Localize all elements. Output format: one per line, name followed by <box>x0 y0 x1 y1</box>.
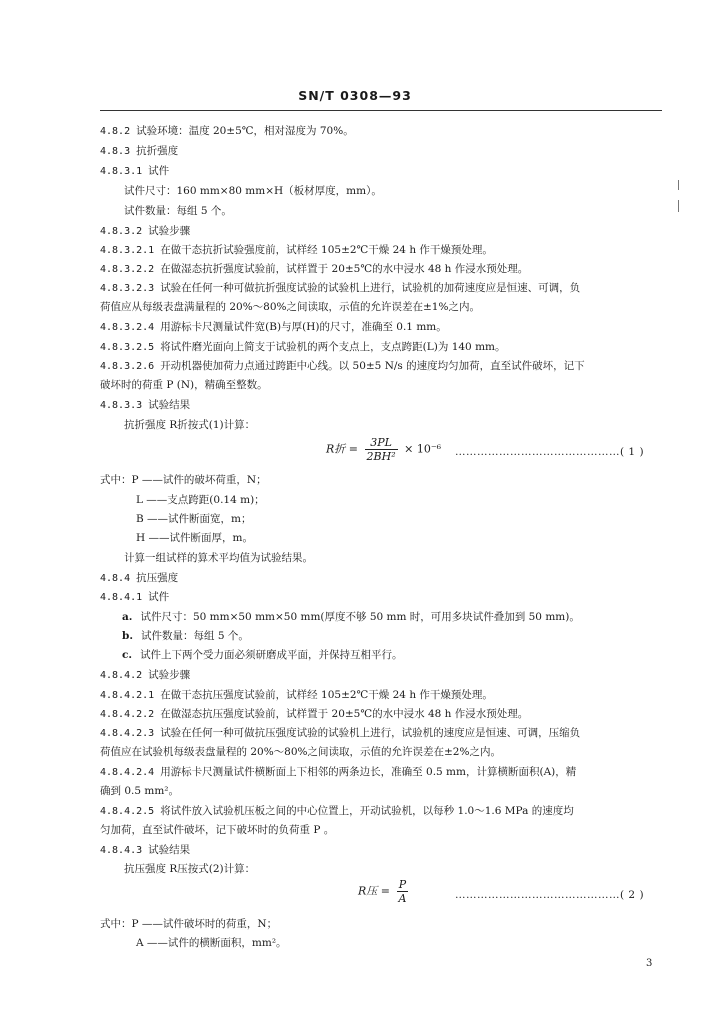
where-clause-b: B ——试件断面宽，m； <box>136 513 252 525</box>
clause-number: 4.8.4.2.1 <box>100 690 155 701</box>
formula-intro-flexural: 抗折强度 R折按式(1)计算： <box>124 419 256 431</box>
clause-4-8-4-2-3 <box>100 726 665 741</box>
clause-text: 在做湿态抗折强度试验前，试样置于 20±5℃的水中浸水 48 h 作浸水预处理。 <box>160 263 529 275</box>
clause-number: 4.8.4 <box>100 573 131 584</box>
leader-dots: ……………………………………… <box>455 889 620 901</box>
header-divider <box>100 110 662 111</box>
clause-number: 4.8.4.2.5 <box>100 806 155 817</box>
scan-artifact <box>678 200 679 212</box>
where-clause-h: H ——试件断面厚，m。 <box>136 532 253 544</box>
list-item-b <box>122 629 687 643</box>
equation-1-leader <box>455 446 644 458</box>
clause-text: 抗压强度 <box>136 572 179 584</box>
clause-4-8-3-2-3 <box>100 281 665 296</box>
fraction-numerator: P <box>397 878 409 892</box>
clause-number: 4.8.4.1 <box>100 592 143 603</box>
clause-number: 4.8.4.2.4 <box>100 767 155 778</box>
clause-continuation: 匀加荷，直至试件破坏，记下破坏时的负荷重 P 。 <box>100 824 335 836</box>
clause-text: 将试件放入试验机压板之间的中心位置上，开动试验机，以每秒 1.0～1.6 MPa 的速度均 <box>160 805 574 817</box>
equation-fraction <box>397 878 409 905</box>
standard-code-header: SN/T 0308—93 <box>298 88 412 103</box>
leader-dots: ……………………………………… <box>455 446 620 458</box>
where-clause-p: 式中：P ——试件破坏时的荷重，N； <box>100 918 278 930</box>
equation-2-leader <box>455 889 644 901</box>
clause-4-8-2 <box>100 124 665 139</box>
clause-continuation: 荷值应从每级表盘满量程的 20%～80%之间读取，示值的允许误差在±1%之内。 <box>100 301 480 313</box>
clause-continuation: 确到 0.5 mm²。 <box>100 785 179 797</box>
clause-number: 4.8.4.2 <box>100 670 143 681</box>
clause-4-8-3-1 <box>100 164 665 179</box>
list-text: 试件上下两个受力面必须研磨成平面，并保持互相平行。 <box>140 649 403 661</box>
clause-text: 试验结果 <box>148 399 191 411</box>
clause-number: 4.8.4.2.3 <box>100 728 155 739</box>
clause-number: 4.8.3 <box>100 146 131 157</box>
equation-number: ( 1 ) <box>620 446 645 458</box>
equals-sign: = <box>380 884 391 898</box>
equation-number: ( 2 ) <box>620 889 645 901</box>
clause-number: 4.8.3.2 <box>100 226 143 237</box>
clause-4-8-4-2-2 <box>100 707 665 722</box>
clause-4-8-3 <box>100 144 665 159</box>
clause-text: 在做干态抗压强度试验前，试样经 105±2℃干燥 24 h 作干燥预处理。 <box>160 689 493 701</box>
clause-4-8-3-2-4 <box>100 320 665 335</box>
clause-text: 用游标卡尺测量试件横断面上下相邻的两条边长，准确至 0.5 mm，计算横断面积(A)，精 <box>160 766 577 778</box>
clause-4-8-4-2-1 <box>100 688 665 703</box>
clause-number: 4.8.3.2.2 <box>100 264 155 275</box>
fraction-numerator: 3PL <box>365 436 398 450</box>
clause-text: 试验结果 <box>148 844 191 856</box>
result-average-note: 计算一组试样的算术平均值为试验结果。 <box>124 552 313 564</box>
clause-number: 4.8.3.2.1 <box>100 245 155 256</box>
clause-number: 4.8.3.2.4 <box>100 322 155 333</box>
equation-lhs: R压 <box>358 884 378 898</box>
clause-text: 试验在任何一种可做抗压强度试验的试验机上进行，试验机的速度应是恒速、可调，压缩负 <box>160 727 581 739</box>
list-text: 试件尺寸：50 mm×50 mm×50 mm(厚度不够 50 mm 时，可用多块试件叠加到 50 mm)。 <box>140 611 580 623</box>
formula-intro-compressive: 抗压强度 R压按式(2)计算： <box>124 863 256 875</box>
clause-4-8-3-2-2 <box>100 262 665 277</box>
list-label: b. <box>122 630 133 642</box>
list-label: c. <box>122 649 133 661</box>
clause-text: 试验环境：温度 20±5℃，相对湿度为 70%。 <box>136 125 354 137</box>
clause-4-8-4 <box>100 571 665 586</box>
clause-text: 试验步骤 <box>148 225 191 237</box>
fraction-denominator: 2BH² <box>366 450 396 463</box>
clause-text: 将试件磨光面向上简支于试验机的两个支点上，支点跨距(L)为 140 mm。 <box>160 341 506 353</box>
list-label: a. <box>122 611 133 623</box>
clause-number: 4.8.3.2.5 <box>100 342 155 353</box>
clause-text: 在做湿态抗压强度试验前，试样置于 20±5℃的水中浸水 48 h 作浸水预处理。 <box>160 708 529 720</box>
clause-4-8-4-1 <box>100 590 665 605</box>
equation-factor: × 10⁻⁶ <box>404 442 442 456</box>
scan-artifact <box>678 180 679 190</box>
equation-1 <box>326 436 441 463</box>
clause-text: 试验在任何一种可做抗折强度试验的试验机上进行，试验机的加荷速度应是恒速、可调，负 <box>160 282 581 294</box>
clause-4-8-3-2 <box>100 224 665 239</box>
list-item-a <box>122 610 687 624</box>
equals-sign: = <box>348 442 359 456</box>
clause-number: 4.8.4.3 <box>100 845 143 856</box>
clause-4-8-4-2-5 <box>100 804 665 819</box>
clause-number: 4.8.4.2.2 <box>100 709 155 720</box>
clause-text: 试验步骤 <box>148 669 191 681</box>
specimen-count-line: 试件数量：每组 5 个。 <box>124 205 232 217</box>
clause-4-8-4-2 <box>100 668 665 683</box>
clause-text: 开动机器使加荷力点通过跨距中心线。以 50±5 N/s 的速度均匀加荷，直至试件破坏，记下 <box>160 360 585 372</box>
where-clause-a: A ——试件的横断面积，mm²。 <box>136 937 287 949</box>
clause-number: 4.8.2 <box>100 126 131 137</box>
clause-continuation: 荷值应在试验机每级表盘量程的 20%～80%之间读取，示值的允许误差在±2%之内。 <box>100 746 501 758</box>
equation-2 <box>358 878 411 905</box>
specimen-size-line: 试件尺寸：160 mm×80 mm×H（板材厚度，mm）。 <box>124 185 382 197</box>
clause-text: 用游标卡尺测量试件宽(B)与厚(H)的尺寸，准确至 0.1 mm。 <box>160 321 447 333</box>
clause-text: 在做干态抗折试验强度前，试样经 105±2℃干燥 24 h 作干燥预处理。 <box>160 244 493 256</box>
where-clause-p: 式中：P ——试件的破坏荷重，N； <box>100 474 267 486</box>
where-clause-l: L ——支点跨距(0.14 m)； <box>136 494 265 506</box>
clause-number: 4.8.3.2.6 <box>100 361 155 372</box>
clause-4-8-3-2-6 <box>100 359 665 374</box>
equation-lhs: R折 <box>326 442 346 456</box>
clause-4-8-4-3 <box>100 843 665 858</box>
fraction-denominator: A <box>398 892 407 905</box>
list-text: 试件数量：每组 5 个。 <box>141 630 249 642</box>
list-item-c <box>122 648 687 662</box>
clause-4-8-3-3 <box>100 398 665 413</box>
clause-4-8-3-2-5 <box>100 340 665 355</box>
clause-number: 4.8.3.1 <box>100 166 143 177</box>
clause-text: 试件 <box>148 591 170 603</box>
clause-text: 试件 <box>148 165 170 177</box>
page-number: 3 <box>646 958 653 969</box>
clause-text: 抗折强度 <box>136 145 179 157</box>
clause-4-8-3-2-1 <box>100 243 665 258</box>
clause-number: 4.8.3.3 <box>100 400 143 411</box>
equation-fraction <box>365 436 398 463</box>
clause-4-8-4-2-4 <box>100 765 665 780</box>
clause-number: 4.8.3.2.3 <box>100 283 155 294</box>
clause-continuation: 破坏时的荷重 P (N)，精确至整数。 <box>100 379 268 391</box>
